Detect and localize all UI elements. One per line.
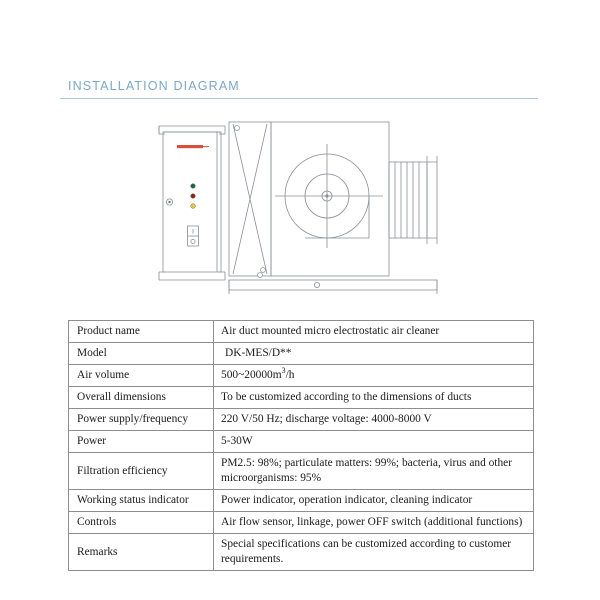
- table-row: [69, 343, 534, 365]
- centrifugal-fan: [275, 144, 383, 248]
- spec-value-superscript: 3: [281, 366, 286, 376]
- filter-section: [229, 122, 271, 276]
- page-header: [0, 78, 600, 99]
- installation-diagram: [0, 118, 600, 313]
- spec-value: Air duct mounted micro electrostatic air cleaner: [214, 321, 534, 343]
- spec-value-line1: Special specifications can be customized according to customer: [221, 538, 512, 550]
- flexible-duct: [389, 156, 437, 244]
- spec-label: Air volume: [69, 365, 214, 387]
- spec-value: [214, 453, 534, 490]
- spec-value-line1: PM2.5: 98%; particulate matters: 99%; bacteria, virus and other: [221, 457, 513, 469]
- table-row: [69, 490, 534, 512]
- spec-value: 220 V/50 Hz; discharge voltage: 4000-8000 V: [214, 409, 534, 431]
- indicator-lamps: [191, 184, 196, 209]
- spec-value: [214, 365, 534, 387]
- spec-label: Overall dimensions: [69, 387, 214, 409]
- spec-value: [214, 534, 534, 571]
- spec-value: Power indicator, operation indicator, cleaning indicator: [214, 490, 534, 512]
- spec-label: Filtration efficiency: [69, 453, 214, 490]
- header-divider: [60, 98, 538, 99]
- fan-housing: [271, 122, 389, 276]
- spec-value: Air flow sensor, linkage, power OFF switch (additional functions): [214, 512, 534, 534]
- table-row: [69, 365, 534, 387]
- spec-label: Working status indicator: [69, 490, 214, 512]
- table-row: [69, 431, 534, 453]
- spec-value: 5-30W: [214, 431, 534, 453]
- label-strip: [177, 145, 209, 148]
- table-row: [69, 534, 534, 571]
- spec-label: Remarks: [69, 534, 214, 571]
- spec-label: Controls: [69, 512, 214, 534]
- table-row: [69, 453, 534, 490]
- spec-value: DK-MES/D**: [214, 343, 534, 365]
- spec-table-body: [69, 321, 534, 571]
- page-title: INSTALLATION DIAGRAM: [68, 79, 240, 93]
- spec-label: Power: [69, 431, 214, 453]
- spec-label: Power supply/frequency: [69, 409, 214, 431]
- table-row: [69, 512, 534, 534]
- spec-value: To be customized according to the dimensions of ducts: [214, 387, 534, 409]
- spec-value-tail: /h: [285, 369, 295, 381]
- panel-knob: [166, 199, 172, 205]
- installation-diagram-svg: [155, 118, 445, 313]
- table-row: [69, 409, 534, 431]
- table-row: [69, 321, 534, 343]
- table-row: [69, 387, 534, 409]
- specification-table: [68, 320, 534, 571]
- spec-label: Product name: [69, 321, 214, 343]
- spec-value-main: 500~20000m: [221, 369, 282, 381]
- power-switch: [188, 226, 199, 246]
- spec-label: Model: [69, 343, 214, 365]
- spec-value-line2: requirements.: [221, 553, 284, 565]
- spec-value-line2: microorganisms: 95%: [221, 472, 322, 484]
